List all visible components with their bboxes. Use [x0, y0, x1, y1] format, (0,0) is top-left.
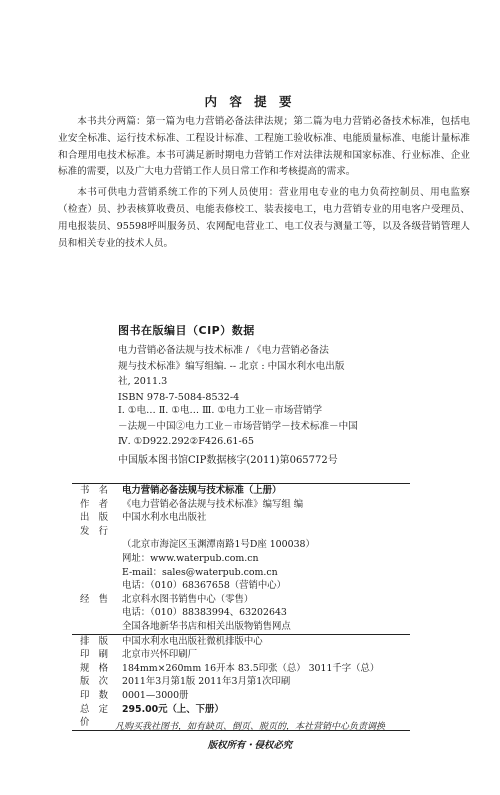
info-row — [72, 675, 410, 689]
info-value: 中国水利水电出版社微机排版中心 — [122, 635, 263, 647]
info-row — [72, 620, 410, 634]
cip-line-2: 规与技术标准》编写组编. -- 北京 : 中国水利水电出版 — [118, 360, 345, 372]
info-label: 书名 — [80, 485, 108, 496]
cip-classification — [118, 403, 418, 450]
info-value-price: 295.00元（上、下册） — [122, 703, 224, 715]
summary-text — [58, 114, 470, 256]
info-label: 总定价 — [80, 703, 108, 729]
info-value: 电力营销必备法规与技术标准（上册） — [122, 485, 282, 496]
info-label — [72, 579, 114, 593]
info-value: 0001—3000册 — [122, 689, 189, 701]
info-row — [72, 606, 410, 620]
info-value: 《电力营销必备法规与技术标准》编写组 编 — [122, 498, 304, 510]
info-label: 经售 — [80, 593, 108, 605]
info-value: 全国各地新华书店和相关出版物销售网点 — [122, 620, 291, 632]
cip-line-3: 社, 2011.3 — [118, 376, 168, 387]
info-value: 北京市兴怀印刷厂 — [122, 649, 198, 661]
cip-line-1: 电力营销必备法规与技术标准 / 《电力营销必备法 — [118, 345, 329, 356]
info-group-printing — [72, 634, 410, 730]
info-label — [72, 538, 114, 552]
cip-core-number: 中国版本图书馆CIP数据核字(2011)第065772号 — [118, 455, 338, 466]
info-row — [72, 566, 410, 580]
info-row — [72, 552, 410, 566]
info-label: 印刷 — [80, 649, 108, 661]
info-label: 规格 — [80, 662, 108, 674]
cip-class-line-2: －法规－中国②电力工业－市场营销学－技术标准－中国 — [118, 420, 358, 432]
info-label: 作者 — [80, 498, 108, 510]
info-value: 网址：www.waterpub.com.cn — [122, 552, 259, 564]
info-row — [72, 593, 410, 607]
info-label — [72, 552, 114, 566]
info-row — [72, 579, 410, 593]
summary-paragraph-2: 本书可供电力营销系统工作的下列人员使用：营业用电专业的电力负荷控制员、用电监察（检查）员、抄表核算收费员、电能表修校工、装表接电工，电力营销专业的用电客户受理员、用电报装员、95598呼叫服务员、农网配电营业工、电工仪表与测量工等，以及各级营销管理人员和相关专业的技术人员。 — [58, 187, 470, 249]
copyright-notice: 版权所有・侵权必究 — [207, 740, 293, 751]
cip-class-line-3: Ⅳ. ①D922.292②F426.61-65 — [118, 436, 254, 447]
summary-title: 内 容 提 要 — [204, 94, 296, 109]
info-label — [72, 606, 114, 620]
info-value: 电话：（010）88383994、63202643 — [122, 607, 287, 619]
info-value: 中国水利水电出版社 — [122, 512, 207, 524]
info-value: E-mail：sales@waterpub.com.cn — [122, 566, 278, 578]
info-label: 印数 — [80, 689, 108, 701]
replacement-notice: 凡购买我社图书，如有缺页、倒页、脱页的，本社营销中心负责调换 — [114, 722, 385, 732]
info-row — [72, 538, 410, 552]
info-value: 2011年3月第1版 2011年3月第1次印刷 — [122, 676, 291, 688]
info-row — [72, 511, 410, 538]
cip-heading: 图书在版编目（CIP）数据 — [118, 324, 255, 337]
info-row — [72, 662, 410, 676]
info-label — [72, 620, 114, 634]
publication-info-table — [72, 483, 410, 731]
info-label — [72, 566, 114, 580]
summary-paragraph-1: 本书共分两篇：第一篇为电力营销必备法律法规；第二篇为电力营销必备技术标准，包括电业安全标准、运行技术标准、工程设计标准、工程施工验收标准、电能质量标准、电能计量标准和合理用电技术标准。本书可满足新时期电力营销工作对法律法规和国家标准、行业标准、企业标准的需要，以及广大电力营销工作人员日常工作和考核提高的需求。 — [58, 116, 470, 178]
info-label: 排版 — [80, 635, 108, 647]
info-group-publisher — [72, 484, 410, 634]
info-value: 电话：（010）68367658（营销中心） — [122, 580, 287, 592]
info-label: 版次 — [80, 676, 108, 688]
info-row — [72, 498, 410, 512]
info-row — [72, 648, 410, 662]
info-row — [72, 689, 410, 703]
info-value: 184mm×260mm 16开本 83.5印张（总） 3011千字（总） — [122, 662, 380, 674]
info-row — [72, 484, 410, 498]
cip-isbn: ISBN 978-7-5084-8532-4 — [118, 391, 240, 403]
info-value: 北京科水图书销售中心（零售） — [122, 593, 254, 605]
cip-record — [118, 343, 418, 405]
cip-class-line-1: Ⅰ. ①电… Ⅱ. ①电… Ⅲ. ①电力工业－市场营销学 — [118, 405, 323, 416]
info-value: （北京市海淀区玉渊潭南路1号D座 100038） — [122, 539, 315, 551]
info-label: 出版发行 — [80, 512, 108, 537]
info-row — [72, 635, 410, 649]
